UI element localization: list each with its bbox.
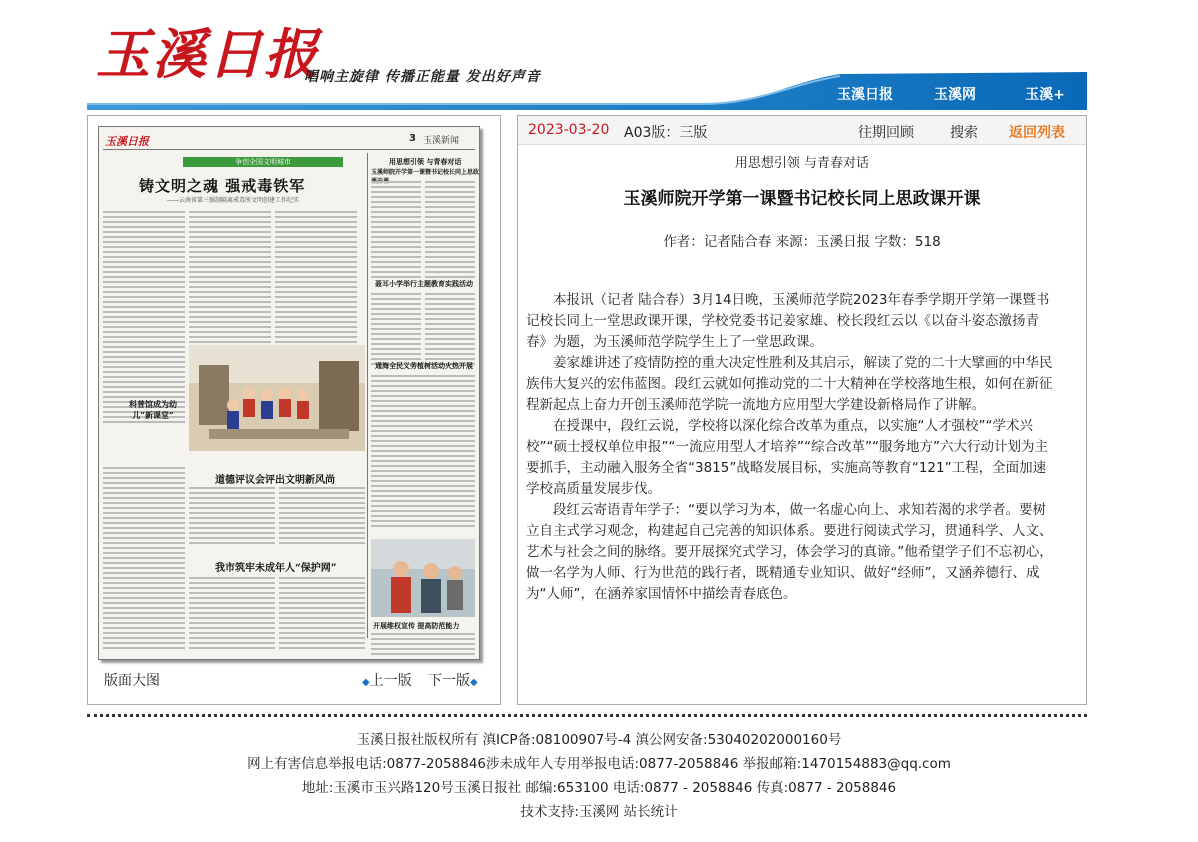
thumb-page-number: 3 xyxy=(409,133,416,144)
page-nav-bar xyxy=(88,664,500,704)
thumb-logo: 玉溪日报 xyxy=(105,135,149,148)
site-slogan: 唱响主旋律 传播正能量 发出好声音 xyxy=(304,69,541,85)
thumb-column-divider xyxy=(367,153,368,638)
footer-report-contact: 网上有害信息举报电话:0877-2058846涉未成年人专用举报电话:0877-2058846 举报邮箱:1470154883@qq.com xyxy=(247,756,951,772)
next-page-label: 下一版 xyxy=(428,673,470,689)
thumb-side-headline[interactable]: 道德评议会评出文明新风尚 xyxy=(215,475,335,486)
article-panel xyxy=(517,115,1087,705)
footer-copyright: 玉溪日报社版权所有 滇ICP备:08100907号-4 滇公网安备:53040202000160号 xyxy=(356,732,842,748)
thumb-headline[interactable]: 铸文明之魂 强戒毒铁军 xyxy=(139,177,306,195)
thumb-text-column xyxy=(371,293,421,368)
footer-address: 地址:玉溪市玉兴路120号玉溪日报社 邮编:653100 电话:0877 - 2058846 传真:0877 - 2058846 xyxy=(301,780,897,796)
article-body xyxy=(526,290,1056,605)
top-nav xyxy=(820,84,1090,104)
thumb-side-photo xyxy=(371,539,475,617)
site-logo[interactable]: 玉溪日报 xyxy=(96,22,320,86)
thumb-side-headline[interactable]: 我市筑牢未成年人“保护网” xyxy=(215,563,337,574)
nav-link-yuxi-plus[interactable]: 玉溪+ xyxy=(1025,87,1065,103)
thumb-side-headline[interactable]: 聂耳小学举行主题教育实践活动 xyxy=(375,279,473,288)
thumb-rule xyxy=(103,149,475,150)
article-byline: 作者：记者陆合春 来源：玉溪日报 字数：518 xyxy=(663,234,941,250)
thumb-subhead: ——云南省第三强制隔离戒毒所文明创建工作纪实 xyxy=(167,197,300,204)
thumb-text-column xyxy=(279,487,365,547)
prev-page-label: 上一版 xyxy=(369,673,412,689)
thumb-text-column xyxy=(189,577,275,652)
article-paragraph: 段红云寄语青年学子：“要以学习为本，做一名虚心向上、求知若渴的求学者。要树立自主式学习观念，构建起自己完善的知识体系。要进行阅读式学习，贯通科学、人文、艺术与社会之间的脉络。要开展探究式学习，体会学习的真谛。”他希望学子们不忘初心，做一名学为人师、行为世范的践行者，既精通专业知识、做好“经师”，又涵养德行、成为“人师”，在涵养家国情怀中描绘青春底色。 xyxy=(526,502,1053,602)
thumb-side-headline[interactable]: 玉溪师院开学第一课暨书记校长同上思政 xyxy=(371,169,480,176)
article-paragraph: 本报讯（记者 陆合春）3月14日晚，玉溪师范学院2023年春季学期开学第一课暨书记校长同上一堂思政课开课，学校党委书记姜家雄、校长段红云以《以奋斗姿态激扬青春》为题，为玉溪师范学院学生上了一堂思政课。 xyxy=(526,292,1050,350)
footer-divider xyxy=(87,714,1087,718)
footer-tech-support[interactable]: 技术支持:玉溪网 站长统计 xyxy=(520,804,678,820)
thumb-side-headline[interactable]: 科普馆成为幼儿“新课堂” xyxy=(129,399,177,420)
thumb-text-column xyxy=(425,293,475,368)
thumb-side-headline[interactable]: 通海全民义务植树活动火热开展 xyxy=(375,361,473,370)
article-toolbar xyxy=(518,116,1086,145)
back-to-list-link[interactable]: 返回列表 xyxy=(1009,125,1065,141)
thumb-banner: 争创全国文明城市 xyxy=(183,157,343,167)
nav-link-yuxi-web[interactable]: 玉溪网 xyxy=(934,87,976,103)
site-header xyxy=(0,0,1198,112)
article-paragraph: 在授课中，段红云说，学校将以深化综合改革为重点，以实施“人才强校”“学术兴校”“硕士授权单位申报”“一流应用型人才培养”“综合改革”“服务地方”六大行动计划为主要抓手，主动融入服务全省“3815”战略发展目标，实施高等教育“121”工程，全面加速学校高质量发展步伐。 xyxy=(526,418,1048,497)
prev-page-link[interactable] xyxy=(362,670,412,690)
thumb-text-column xyxy=(103,211,185,426)
next-page-link[interactable] xyxy=(428,670,478,690)
thumb-main-photo xyxy=(189,345,365,451)
thumb-text-column xyxy=(279,577,365,652)
thumb-section-name: 玉溪新闻 xyxy=(423,136,460,146)
site-footer xyxy=(0,728,1198,824)
thumb-text-column xyxy=(371,375,475,530)
thumb-text-column xyxy=(189,487,275,547)
past-issues-link[interactable]: 往期回顾 xyxy=(858,125,914,141)
article-kicker: 用思想引领 与青春对话 xyxy=(734,156,870,171)
newspaper-page-thumbnail[interactable] xyxy=(98,126,480,660)
issue-date: 2023-03-20 xyxy=(528,122,610,138)
search-link[interactable]: 搜索 xyxy=(950,125,978,141)
thumb-text-column xyxy=(371,633,475,658)
thumb-text-column xyxy=(425,181,475,281)
article-title: 玉溪师院开学第一课暨书记校长同上思政课开课 xyxy=(623,189,981,209)
page-view-panel xyxy=(87,115,501,705)
article-paragraph: 姜家雄讲述了疫情防控的重大决定性胜利及其启示，解读了党的二十大擘画的中华民族伟大复兴的宏伟蓝图。段红云就如何推动党的二十大精神在学校落地生根，如何在新征程新起点上奋力开创玉溪师范学院一流地方应用型大学建设新格局作了讲解。 xyxy=(526,355,1053,413)
diamond-arrow-icon: ◆ xyxy=(470,677,478,688)
thumb-text-column xyxy=(103,467,185,652)
thumb-side-headline[interactable]: 开展维权宣传 提高防范能力 xyxy=(373,621,460,630)
diamond-arrow-icon: ◆ xyxy=(362,677,370,688)
nav-link-yuxi-daily[interactable]: 玉溪日报 xyxy=(837,87,893,103)
full-page-link[interactable]: 版面大图 xyxy=(104,673,160,689)
thumb-text-column xyxy=(371,181,421,281)
edition-label: A03版：三版 xyxy=(624,125,708,141)
thumb-side-kicker: 用思想引领 与青春对话 xyxy=(389,157,462,166)
